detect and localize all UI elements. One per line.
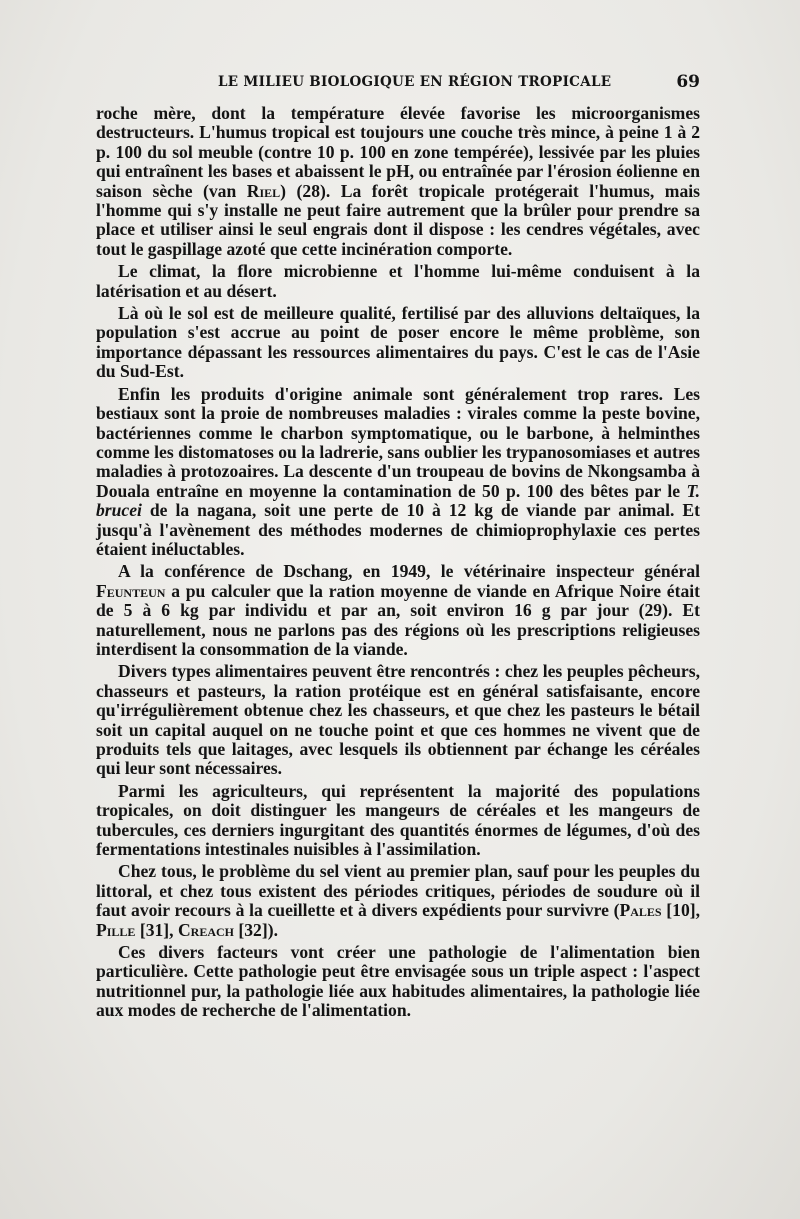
author-name-pille: Pille	[96, 919, 136, 940]
text-run: [32]).	[234, 919, 278, 940]
author-name-feunteun: Feunteun	[96, 580, 166, 601]
text-run: A la conférence de Dschang, en 1949, le vétérinaire inspecteur général	[118, 561, 700, 582]
text-run: de la nagana, soit une perte de 10 à 12 kg de viande par animal. Et jusqu'à l'avènement des méthodes modernes de chimioprophylaxie ces pertes étaient inéluctables.	[96, 500, 700, 559]
paragraph	[96, 662, 700, 778]
text-run: [31],	[135, 919, 178, 940]
species-name: T. brucei	[96, 480, 700, 521]
text-run: a pu calculer que la ration moyenne de viande en Afrique Noire était de 5 à 6 kg par individu et par an, soit environ 16 g par jour (29). Et naturellement, nous ne parlons pas des régions où les prescriptions religieuses interdisent la consommation de la viande.	[96, 580, 700, 659]
text-run: roche mère, dont la température élevée favorise les microorganismes destructeurs. L'humus tropical est toujours une couche très mince, à peine 1 à 2 p. 100 du sol meuble (contre 10 p. 100 en zone tempérée), lessivée par les pluies qui entraînent les bases et abaissent le pH, ou entraînée par l'érosion éolienne en saison sèche (van	[96, 103, 700, 201]
text-run: Le climat, la flore microbienne et l'homme lui-même conduisent à la latérisation et au désert.	[96, 261, 700, 301]
text-run: Enfin les produits d'origine animale sont généralement trop rares. Les bestiaux sont la proie de nombreuses maladies : virales comme la peste bovine, bactériennes comme le charbon symptomatique, ou le barbone, à helminthes comme les distomatoses ou la ladrerie, sans oublier les trypanosomiases et autres maladies à protozoaires. La descente d'un troupeau de bovins de Nkongsamba à Douala entraîne en moyenne la contamination de 50 p. 100 des bêtes par le	[96, 383, 701, 501]
paragraph	[96, 862, 700, 940]
paragraph	[96, 385, 700, 560]
paragraph	[96, 943, 700, 1021]
author-name-creach: Creach	[177, 919, 234, 940]
paragraph	[96, 104, 700, 259]
paragraph	[96, 304, 700, 382]
body-text	[96, 104, 700, 1024]
running-title: LE MILIEU BIOLOGIQUE EN RÉGION TROPICALE	[218, 74, 612, 90]
text-run: Chez tous, le problème du sel vient au premier plan, sauf pour les peuples du littoral, et chez tous existent des périodes critiques, périodes de soudure où il faut avoir recours à la cueillette et à divers expédients pour survivre (	[96, 861, 700, 921]
text-run: ) (28). La forêt tropicale protégerait l'humus, mais l'homme qui s'y installe ne peut faire autrement que la brûler pour prendre sa place et utiliser ainsi le seul engrais dont il dispose : les cendres végétales, avec tout le gaspillage azoté que cette incinération comporte.	[96, 180, 700, 259]
text-run: Parmi les agriculteurs, qui représentent la majorité des populations tropicales, on doit distinguer les mangeurs de céréales et les mangeurs de tubercules, ces derniers ingurgitant des quantités énormes de légumes, d'où des fermentations intestinales nuisibles à l'assimilation.	[96, 780, 700, 860]
text-run: Divers types alimentaires peuvent être rencontrés : chez les peuples pêcheurs, chasseurs et pasteurs, la ration protéique est en général satisfaisante, encore qu'irrégulièrement obtenue chez les chasseurs, et que chez les pasteurs le bétail soit un capital auquel on ne touche point et que ces hommes ne vivent que de produits tels que laitages, avec lesquels ils obtiennent par échange les céréales qui leur sont nécessaires.	[96, 661, 700, 779]
text-run: [10],	[661, 900, 701, 921]
paragraph	[96, 262, 700, 301]
author-name-riel: Riel	[246, 180, 281, 201]
text-run: Ces divers facteurs vont créer une pathologie de l'alimentation bien particulière. Cette pathologie peut être envisagée sous un triple aspect : l'aspect nutritionnel pur, la pathologie liée aux habitudes alimentaires, la pathologie liée aux modes de recherche de l'alimentation.	[96, 942, 700, 1021]
page-number: 69	[676, 72, 700, 92]
running-head	[96, 74, 700, 94]
paragraph	[96, 782, 700, 860]
author-name-pales: Pales	[619, 900, 662, 921]
paragraph	[96, 562, 700, 659]
text-run: Là où le sol est de meilleure qualité, fertilisé par des alluvions deltaïques, la population s'est accrue au point de poser encore le même problème, son importance dépassant les ressources alimentaires du pays. C'est le cas de l'Asie du Sud-Est.	[96, 303, 700, 382]
